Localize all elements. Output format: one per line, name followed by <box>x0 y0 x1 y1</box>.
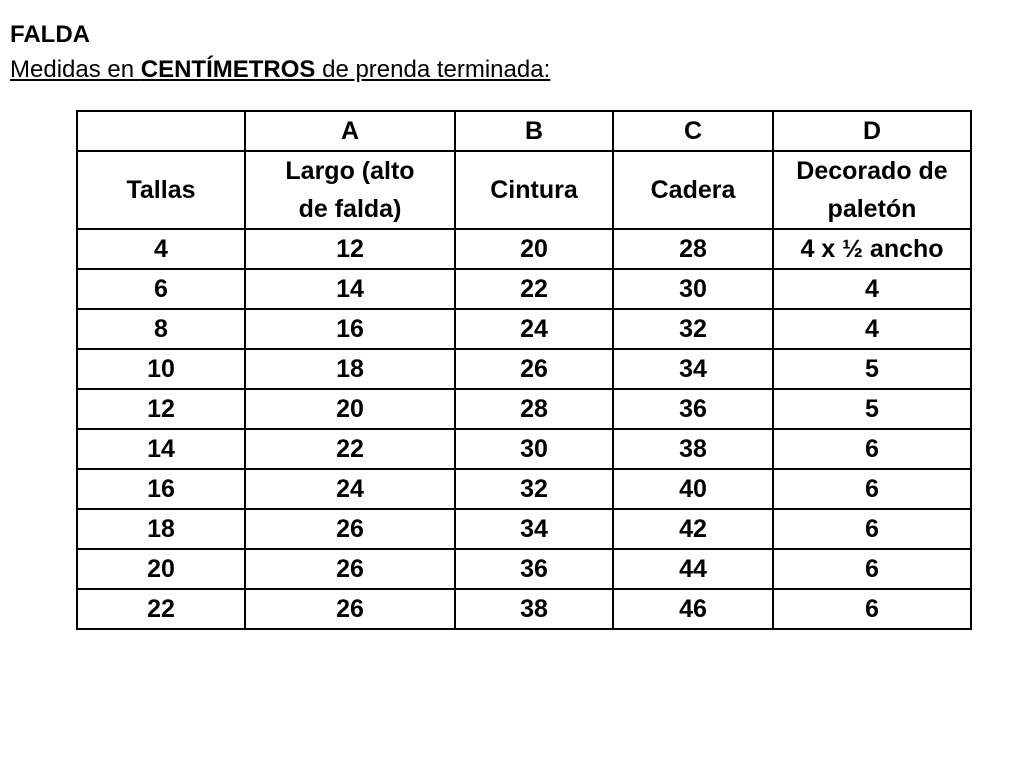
label-decorado <box>773 151 971 229</box>
cell-talla: 18 <box>77 509 245 549</box>
cell-largo: 20 <box>245 389 455 429</box>
cell-largo: 12 <box>245 229 455 269</box>
letter-cell-c: C <box>613 111 773 151</box>
column-letter-row <box>77 111 971 151</box>
label-cintura: Cintura <box>455 151 613 229</box>
cell-decorado: 5 <box>773 349 971 389</box>
cell-cadera: 42 <box>613 509 773 549</box>
label-decorado-line1: Decorado de <box>796 157 948 185</box>
letter-cell-b: B <box>455 111 613 151</box>
size-data-rows <box>77 229 971 629</box>
label-tallas: Tallas <box>77 151 245 229</box>
page-subtitle <box>10 55 550 85</box>
cell-decorado: 5 <box>773 389 971 429</box>
subtitle-suffix: de prenda terminada: <box>315 56 551 83</box>
cell-decorado: 4 x ½ ancho <box>773 229 971 269</box>
cell-cadera: 46 <box>613 589 773 629</box>
cell-decorado: 6 <box>773 589 971 629</box>
cell-talla: 6 <box>77 269 245 309</box>
cell-cintura: 28 <box>455 389 613 429</box>
table-row <box>77 469 971 509</box>
letter-cell-a: A <box>245 111 455 151</box>
page-title: FALDA <box>10 21 90 48</box>
letter-cell-empty <box>77 111 245 151</box>
size-chart-table <box>76 110 972 630</box>
letter-cell-d: D <box>773 111 971 151</box>
cell-cintura: 34 <box>455 509 613 549</box>
table-row <box>77 229 971 269</box>
cell-cintura: 26 <box>455 349 613 389</box>
cell-talla: 20 <box>77 549 245 589</box>
cell-talla: 12 <box>77 389 245 429</box>
subtitle-unit: CENTÍMETROS <box>140 56 316 83</box>
cell-cintura: 20 <box>455 229 613 269</box>
table-row <box>77 389 971 429</box>
cell-cintura: 24 <box>455 309 613 349</box>
cell-cintura: 36 <box>455 549 613 589</box>
cell-cintura: 30 <box>455 429 613 469</box>
table-row <box>77 309 971 349</box>
label-largo-line2: de falda) <box>298 195 402 223</box>
cell-decorado: 4 <box>773 269 971 309</box>
cell-decorado: 4 <box>773 309 971 349</box>
table-row <box>77 429 971 469</box>
table-row <box>77 269 971 309</box>
cell-cadera: 40 <box>613 469 773 509</box>
cell-talla: 4 <box>77 229 245 269</box>
cell-largo: 16 <box>245 309 455 349</box>
cell-cintura: 38 <box>455 589 613 629</box>
table-row <box>77 589 971 629</box>
cell-decorado: 6 <box>773 509 971 549</box>
cell-largo: 26 <box>245 589 455 629</box>
cell-talla: 10 <box>77 349 245 389</box>
cell-largo: 26 <box>245 549 455 589</box>
cell-cadera: 30 <box>613 269 773 309</box>
label-largo <box>245 151 455 229</box>
cell-cintura: 22 <box>455 269 613 309</box>
cell-largo: 26 <box>245 509 455 549</box>
cell-decorado: 6 <box>773 549 971 589</box>
table-row <box>77 349 971 389</box>
cell-talla: 14 <box>77 429 245 469</box>
cell-largo: 22 <box>245 429 455 469</box>
cell-talla: 22 <box>77 589 245 629</box>
cell-cadera: 34 <box>613 349 773 389</box>
cell-largo: 14 <box>245 269 455 309</box>
cell-talla: 16 <box>77 469 245 509</box>
label-largo-line1: Largo (alto <box>285 157 415 185</box>
table-row <box>77 549 971 589</box>
label-decorado-line2: paletón <box>827 195 917 223</box>
cell-largo: 24 <box>245 469 455 509</box>
cell-decorado: 6 <box>773 429 971 469</box>
cell-largo: 18 <box>245 349 455 389</box>
column-label-row <box>77 151 971 229</box>
cell-decorado: 6 <box>773 469 971 509</box>
cell-cadera: 44 <box>613 549 773 589</box>
subtitle-prefix: Medidas en <box>10 56 141 83</box>
cell-talla: 8 <box>77 309 245 349</box>
table-row <box>77 509 971 549</box>
cell-cadera: 38 <box>613 429 773 469</box>
label-cadera: Cadera <box>613 151 773 229</box>
cell-cadera: 32 <box>613 309 773 349</box>
cell-cintura: 32 <box>455 469 613 509</box>
cell-cadera: 36 <box>613 389 773 429</box>
cell-cadera: 28 <box>613 229 773 269</box>
